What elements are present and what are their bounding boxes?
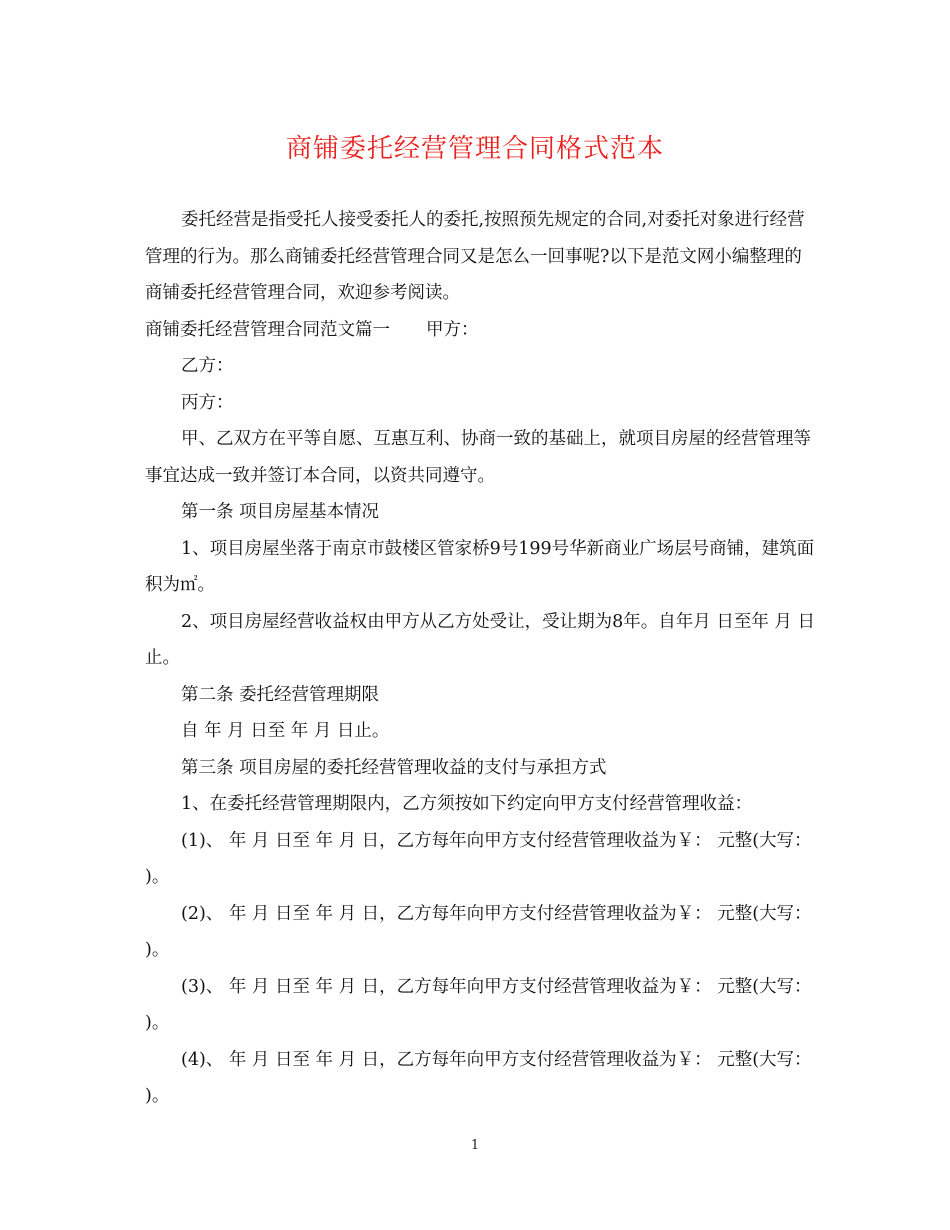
payment-clause: (2)、 年 月 日至 年 月 日，乙方每年向甲方支付经营管理收益为￥： 元整(大写： )。	[145, 903, 812, 960]
party-b-label: 乙方：	[181, 356, 234, 376]
page-number: 1	[470, 1138, 480, 1153]
party-a-label: 甲方：	[426, 319, 479, 340]
payment-clause: (3)、 年 月 日至 年 月 日，乙方每年向甲方支付经营管理收益为￥： 元整(大写： )。	[145, 976, 812, 1033]
article-2-title: 第二条 委托经营管理期限	[181, 684, 380, 705]
payment-clause: (4)、 年 月 日至 年 月 日，乙方每年向甲方支付经营管理收益为￥： 元整(大写： )。	[145, 1049, 812, 1106]
preamble-paragraph: 甲、乙双方在平等自愿、互惠互利、协商一致的基础上，就项目房屋的经营管理等事宜达成一致并签订本合同，以资共同遵守。	[145, 429, 811, 486]
article-3-item-1: 1、在委托经营管理期限内，乙方须按如下约定向甲方支付经营管理收益：	[181, 794, 753, 814]
payment-clause: (1)、 年 月 日至 年 月 日，乙方每年向甲方支付经营管理收益为￥： 元整(大写： )。	[145, 830, 812, 887]
article-1-item-1: 1、项目房屋坐落于南京市鼓楼区管家桥9号199号华新商业广场层号商铺，建筑面积为㎡。	[145, 538, 815, 595]
section-heading: 商铺委托经营管理合同范文篇一	[145, 319, 390, 340]
article-1-title: 第一条 项目房屋基本情况	[181, 502, 380, 522]
article-2-text: 自 年 月 日至 年 月 日止。	[181, 721, 390, 741]
document-title: 商铺委托经营管理合同格式范本	[285, 134, 664, 164]
document-body	[145, 202, 815, 1115]
party-c-label: 丙方：	[181, 392, 234, 413]
section-heading-line	[145, 312, 815, 349]
article-1-item-2: 2、项目房屋经营收益权由甲方从乙方处受让，受让期为8年。自年月 日至年 月 日止。	[145, 611, 815, 668]
intro-paragraph: 委托经营是指受托人接受委托人的委托,按照预先规定的合同,对委托对象进行经营管理的行为。那么商铺委托经营管理合同又是怎么一回事呢?以下是范文网小编整理的商铺委托经营管理合同，欢迎参考阅读。	[145, 210, 805, 303]
article-3-title: 第三条 项目房屋的委托经营管理收益的支付与承担方式	[181, 757, 607, 778]
